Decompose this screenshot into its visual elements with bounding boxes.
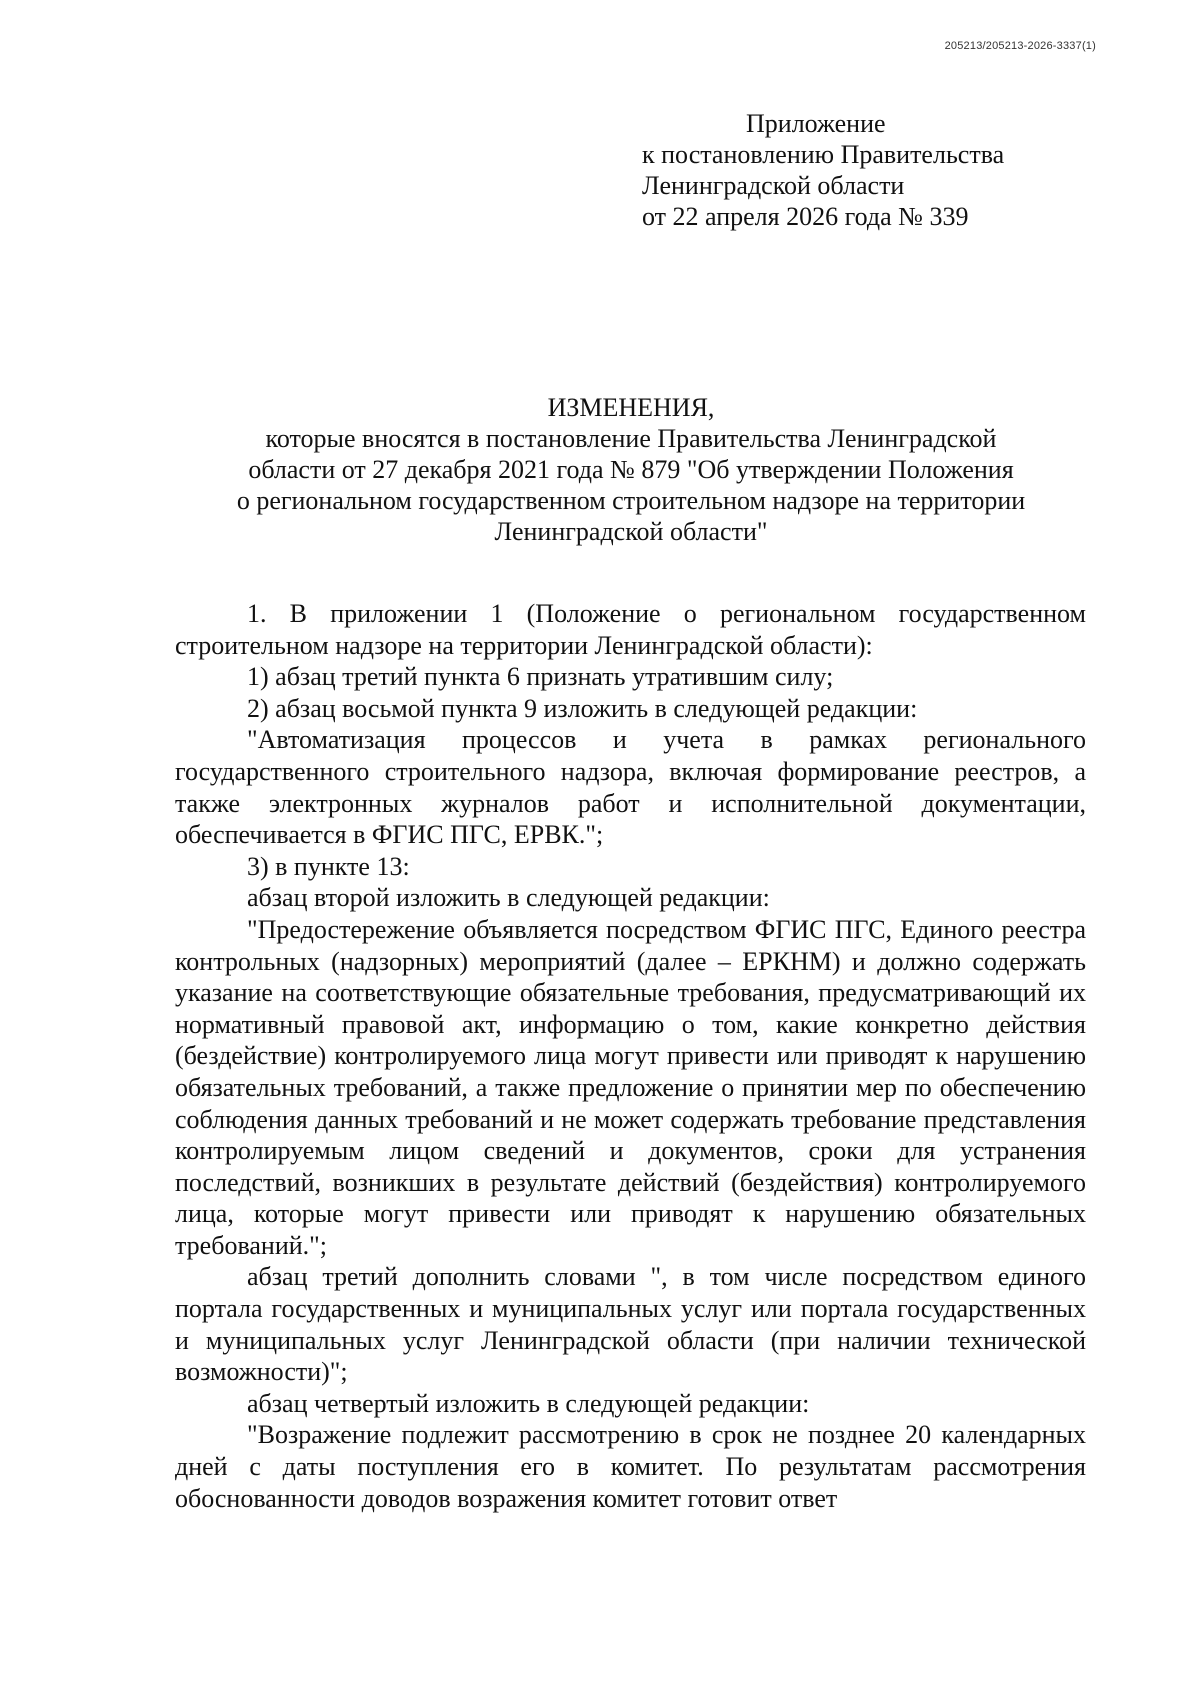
document-title: ИЗМЕНЕНИЯ, (547, 393, 715, 422)
subtitle-line: о региональном государственном строительном надзоре на территории (236, 486, 1026, 515)
appendix-line: Приложение (746, 109, 886, 138)
appendix-block (642, 108, 1004, 232)
subtitle-line: области от 27 декабря 2021 года № 879 "Об утверждении Положения (248, 455, 1014, 484)
subtitle-line: Ленинградской области" (494, 517, 768, 546)
body-paragraph: абзац второй изложить в следующей редакции: (247, 883, 770, 913)
appendix-line: к постановлению Правительства (642, 140, 1005, 169)
document-id: 205213/205213-2026-3337(1) (944, 40, 1096, 52)
body-paragraph: 1. В приложении 1 (Положение о региональном государственном строительном надзоре на территории Ленинградской области): (175, 599, 1086, 660)
document-heading (176, 392, 1086, 547)
document-body (175, 598, 1086, 1514)
body-paragraph: "Возражение подлежит рассмотрению в срок не позднее 20 календарных дней с даты поступления его в комитет. По результатам рассмотрения обоснованности доводов возражения комитет готовит ответ (175, 1420, 1086, 1513)
appendix-line: Ленинградской области (642, 171, 905, 200)
body-paragraph: 3) в пункте 13: (247, 851, 410, 881)
body-paragraph: "Предостережение объявляется посредством ФГИС ПГС, Единого реестра контрольных (надзорных) мероприятий (далее – ЕРКНМ) и должно содержать указание на соответствующие обязательные требования, предусматривающий их нормативный правовой акт, информацию о том, какие конкретно действия (бездействие) контролируемого лица могут привести или приводят к нарушению обязательных требований, а также предложение о принятии мер по обеспечению соблюдения данных требований и не может содержать требование представления контролируемым лицом сведений и документов, сроки для устранения последствий, возникших в результате действий (бездействия) контролируемого лица, которые могут привести или приводят к нарушению обязательных требований."; (175, 914, 1086, 1260)
subtitle-line: которые вносятся в постановление Правительства Ленинградской (265, 424, 997, 453)
body-paragraph: абзац третий дополнить словами ", в том числе посредством единого портала государственных и муниципальных услуг или портала государственных и муниципальных услуг Ленинградской области (при наличии технической возможности)"; (175, 1262, 1086, 1387)
body-paragraph: "Автоматизация процессов и учета в рамках регионального государственного строительного надзора, включая формирование реестров, а также электронных журналов работ и исполнительной документации, обеспечивается в ФГИС ПГС, ЕРВК."; (175, 725, 1086, 850)
body-paragraph: абзац четвертый изложить в следующей редакции: (247, 1388, 810, 1418)
body-paragraph: 1) абзац третий пункта 6 признать утратившим силу; (247, 662, 834, 692)
appendix-line: от 22 апреля 2026 года № 339 (642, 202, 969, 231)
body-paragraph: 2) абзац восьмой пункта 9 изложить в следующей редакции: (247, 693, 918, 723)
